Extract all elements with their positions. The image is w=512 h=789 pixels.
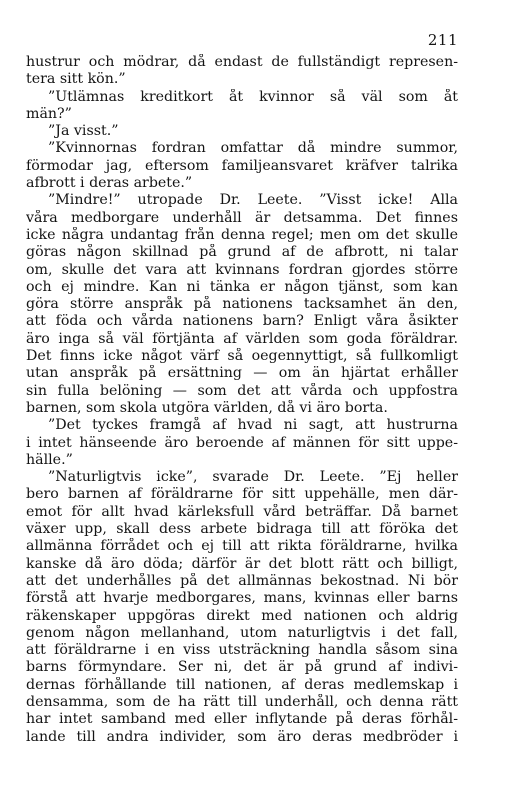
text-line: hälle.” xyxy=(26,451,73,468)
text-line: män?” xyxy=(26,105,72,122)
text-line: förmodar jag, eftersom familjeansvaret kräfver talrika xyxy=(26,157,458,174)
text-line: äro inga så väl förtjänta af världen som goda föräldrar. xyxy=(26,330,458,347)
text-line: afbrott i deras arbete.” xyxy=(26,175,193,192)
text-line: barnen, som skola utgöra världen, då vi äro borta. xyxy=(26,399,388,416)
text-line: att föräldrarne i en viss utsträckning handla såsom sina xyxy=(26,642,458,659)
text-line: Det finns icke något värf så oegennyttigt, så fullkomligt xyxy=(26,348,458,365)
text-line: förstå att hvarje medborgares, mans, kvinnas eller barns xyxy=(26,590,458,607)
text-line: genom någon mellanhand, utom naturligtvis i det fall, xyxy=(26,624,458,641)
text-line: och ej mindre. Kan ni tänka er någon tjänst, som kan xyxy=(26,278,458,295)
text-line: utan anspråk på ersättning — om än hjärtat erhåller xyxy=(26,365,458,382)
text-line: dernas förhållande till nationen, af deras medlemskap i xyxy=(26,676,458,693)
text-line: har intet samband med eller inflytande på deras förhål- xyxy=(26,711,458,728)
text-line: ”Utlämnas kreditkort åt kvinnor så väl som åt xyxy=(48,88,458,105)
text-line: att det underhålles på det allmännas bekostnad. Ni bör xyxy=(26,572,458,589)
body-text xyxy=(26,54,458,746)
text-line: ”Kvinnornas fordran omfattar då mindre summor, xyxy=(48,140,458,157)
text-line: ”Naturligtvis icke”, svarade Dr. Leete. ”Ej heller xyxy=(48,469,458,486)
book-page xyxy=(26,30,458,746)
text-line: ”Det tyckes framgå af hvad ni sagt, att hustrurna xyxy=(48,417,458,434)
text-line: emot för allt hvad kärleksfull vård beträffar. Då barnet xyxy=(26,503,458,520)
text-line: hustrur och mödrar, då endast de fullständigt represen- xyxy=(26,54,458,70)
text-line: lande till andra individer, som äro deras medbröder i xyxy=(26,728,458,745)
text-line: icke några undantag från denna regel; men om det skulle xyxy=(26,226,458,243)
text-line: räkenskaper uppgöras direkt med nationen och aldrig xyxy=(26,607,458,624)
text-line: tera sitt kön.” xyxy=(26,71,126,88)
text-line: i intet hänseende äro beroende af männen för sitt uppe- xyxy=(26,434,458,451)
text-line: densamma, som de ha rätt till underhåll, och denna rätt xyxy=(26,693,458,710)
text-line: göra större anspråk på nationens tacksamhet än den, xyxy=(26,296,458,313)
page-number: 211 xyxy=(427,31,458,49)
text-line: kanske då äro döda; därför är det blott rätt och billigt, xyxy=(26,555,458,572)
text-line: ”Mindre!” utropade Dr. Leete. ”Visst icke! Alla xyxy=(48,192,458,209)
text-line: göras någon skillnad på grund af de afbrott, ni talar xyxy=(26,244,458,261)
text-line: barns förmyndare. Ser ni, det är på grund af indivi- xyxy=(26,659,458,676)
text-line: att föda och vårda nationens barn? Enligt våra åsikter xyxy=(26,313,458,330)
text-line: ”Ja visst.” xyxy=(48,123,119,140)
text-line: växer upp, skall dess arbete bidraga till att föröka det xyxy=(26,521,458,538)
text-line: våra medborgare underhåll är detsamma. Det finnes xyxy=(26,209,458,226)
text-line: bero barnen af föräldrarne för sitt uppehälle, men där- xyxy=(26,486,458,503)
text-line: sin fulla belöning — som det att vårda och uppfostra xyxy=(26,382,458,399)
text-line: allmänna förrådet och ej till att rikta föräldrarne, hvilka xyxy=(26,538,458,555)
text-line: om, skulle det vara att kvinnans fordran gjordes större xyxy=(26,261,458,278)
